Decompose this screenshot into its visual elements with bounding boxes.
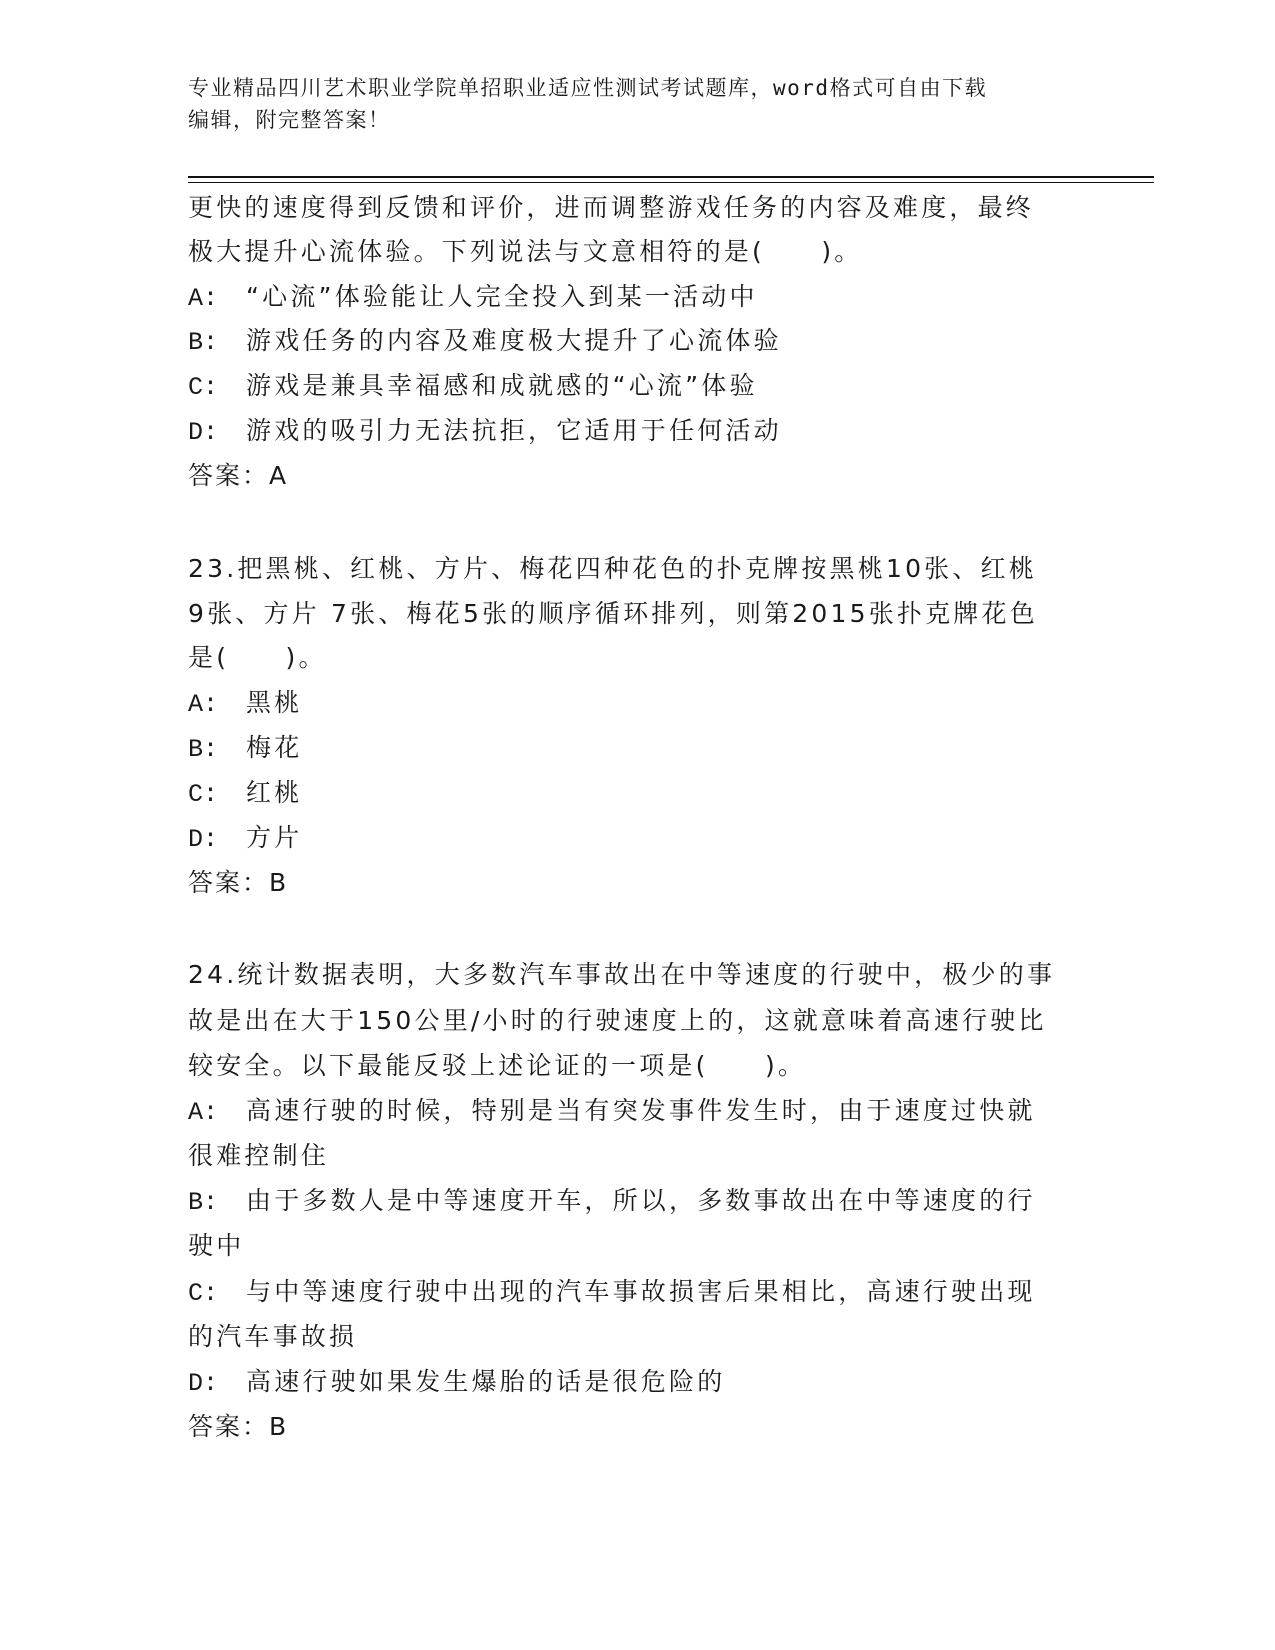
option-text: 游戏的吸引力无法抗拒，它适用于任何活动 bbox=[246, 416, 782, 445]
q22-stem-line-1: 更快的速度得到反馈和评价，进而调整游戏任务的内容及难度，最终 bbox=[188, 193, 1035, 222]
header-divider-thick bbox=[188, 176, 1154, 178]
q22-option-a bbox=[188, 280, 758, 316]
q24-stem-line-1: 24.统计数据表明，大多数汽车事故出在中等速度的行驶中，极少的事 bbox=[188, 960, 1056, 989]
q23-option-c bbox=[188, 776, 302, 812]
q24-option-b-continued: 驶中 bbox=[188, 1231, 245, 1260]
q24-option-a-continued: 很难控制住 bbox=[188, 1141, 330, 1170]
q22-stem-line-2: 极大提升心流体验。下列说法与文意相符的是( )。 bbox=[188, 237, 863, 266]
q23-option-b bbox=[188, 731, 302, 767]
option-text: 由于多数人是中等速度开车，所以，多数事故出在中等速度的行 bbox=[246, 1186, 1036, 1215]
header-line-1: 专业精品四川艺术职业学院单招职业适应性测试考试题库，word格式可自由下载 bbox=[188, 76, 988, 100]
q24-stem-line-3: 较安全。以下最能反驳上述论证的一项是( )。 bbox=[188, 1051, 807, 1080]
q24-option-a bbox=[188, 1094, 1036, 1130]
option-key: A: bbox=[188, 284, 219, 313]
option-key: C: bbox=[188, 373, 219, 402]
answer-label: 答案： bbox=[188, 461, 270, 490]
option-text: 红桃 bbox=[246, 778, 303, 807]
option-text: “心流”体验能让人完全投入到某一活动中 bbox=[246, 282, 758, 311]
q24-option-d bbox=[188, 1365, 725, 1401]
option-key: C: bbox=[188, 1279, 219, 1308]
option-text: 梅花 bbox=[246, 733, 303, 762]
option-key: A: bbox=[188, 1098, 219, 1127]
q23-stem-line-2: 9张、方片 7张、梅花5张的顺序循环排列，则第2015张扑克牌花色 bbox=[188, 599, 1038, 628]
option-text: 方片 bbox=[246, 823, 303, 852]
option-key: B: bbox=[188, 735, 219, 764]
q22-answer bbox=[188, 459, 287, 493]
q22-option-b bbox=[188, 324, 782, 360]
q22-option-c bbox=[188, 369, 758, 405]
q24-option-c bbox=[188, 1275, 1036, 1311]
q23-option-d bbox=[188, 821, 302, 857]
option-text: 游戏是兼具幸福感和成就感的“心流”体验 bbox=[246, 371, 758, 400]
answer-value: A bbox=[269, 461, 288, 490]
q23-stem-line-3: 是( )。 bbox=[188, 643, 327, 672]
option-key: D: bbox=[188, 1369, 219, 1398]
q22-option-d bbox=[188, 414, 782, 450]
q24-option-b bbox=[188, 1184, 1036, 1220]
option-text: 高速行驶的时候，特别是当有突发事件发生时，由于速度过快就 bbox=[246, 1096, 1036, 1125]
option-text: 游戏任务的内容及难度极大提升了心流体验 bbox=[246, 326, 782, 355]
option-key: B: bbox=[188, 1188, 219, 1217]
answer-label: 答案： bbox=[188, 1412, 270, 1441]
q23-option-a bbox=[188, 686, 302, 722]
answer-value: B bbox=[269, 1412, 288, 1441]
q24-stem-line-2: 故是出在大于150公里/小时的行驶速度上的，这就意味着高速行驶比 bbox=[188, 1006, 1047, 1035]
q23-answer bbox=[188, 866, 287, 900]
document-header bbox=[188, 72, 1068, 136]
q24-answer bbox=[188, 1410, 287, 1444]
option-text: 高速行驶如果发生爆胎的话是很危险的 bbox=[246, 1367, 726, 1396]
option-key: A: bbox=[188, 690, 219, 719]
option-key: B: bbox=[188, 328, 219, 357]
option-text: 与中等速度行驶中出现的汽车事故损害后果相比，高速行驶出现 bbox=[246, 1277, 1036, 1306]
answer-value: B bbox=[269, 868, 288, 897]
option-text: 黑桃 bbox=[246, 688, 303, 717]
header-divider-thin bbox=[188, 182, 1154, 183]
answer-label: 答案： bbox=[188, 868, 270, 897]
q23-stem-line-1: 23.把黑桃、红桃、方片、梅花四种花色的扑克牌按黑桃10张、红桃 bbox=[188, 554, 1037, 583]
option-key: D: bbox=[188, 418, 219, 447]
q24-option-c-continued: 的汽车事故损 bbox=[188, 1322, 358, 1351]
header-line-2: 编辑，附完整答案！ bbox=[188, 108, 391, 132]
option-key: C: bbox=[188, 780, 219, 809]
option-key: D: bbox=[188, 825, 219, 854]
